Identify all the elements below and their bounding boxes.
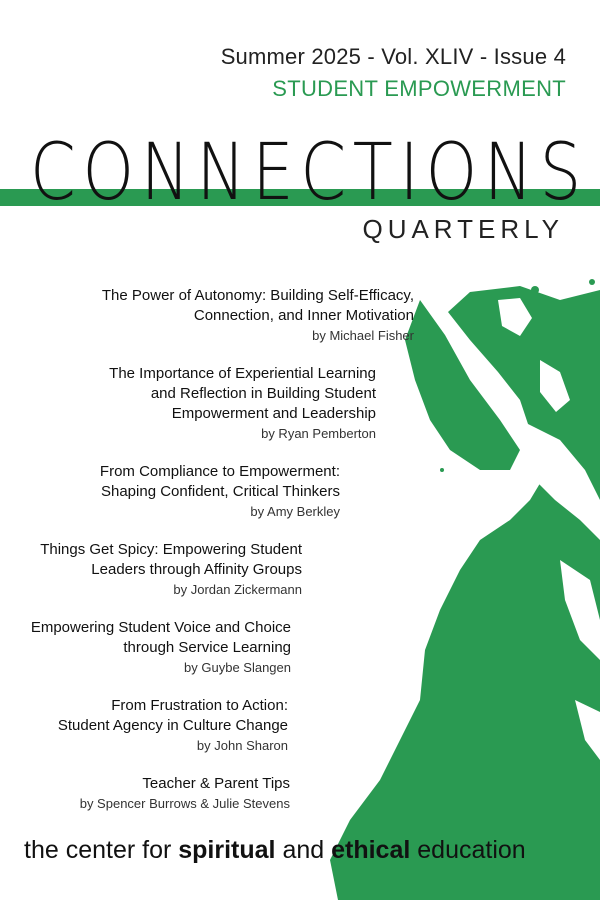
article-entry[interactable] <box>1 618 291 678</box>
article-entry[interactable] <box>2 540 302 600</box>
article-author: by Amy Berkley <box>250 504 340 519</box>
article-title-line: Shaping Confident, Critical Thinkers <box>100 483 340 500</box>
article-title-line: Leaders through Affinity Groups <box>91 561 302 578</box>
article-entry[interactable] <box>16 364 376 444</box>
masthead-title: CONNECTIONS <box>30 128 588 218</box>
article-entry[interactable] <box>10 774 290 814</box>
article-title-line: From Frustration to Action: <box>111 697 288 714</box>
article-title-line: Things Get Spicy: Empowering Student <box>40 541 302 558</box>
article-author: by Ryan Pemberton <box>261 426 376 441</box>
article-entry[interactable] <box>14 286 414 346</box>
article-title-line: Student Agency in Culture Change <box>57 717 288 734</box>
article-author: by Michael Fisher <box>312 328 414 343</box>
article-title-line: Empowerment and Leadership <box>171 405 376 422</box>
article-author: by John Sharon <box>196 738 288 753</box>
article-title-line: Connection, and Inner Motivation <box>193 307 414 324</box>
tagline-bold: ethical <box>331 836 411 864</box>
article-title-line: through Service Learning <box>123 639 291 656</box>
article-author: by Spencer Burrows & Julie Stevens <box>79 796 290 811</box>
article-title-line: Empowering Student Voice and Choice <box>30 619 291 636</box>
tagline-bold: spiritual <box>178 836 276 864</box>
issue-theme: STUDENT EMPOWERMENT <box>272 76 566 101</box>
tagline-part: education <box>410 836 526 864</box>
article-author: by Jordan Zickermann <box>173 582 302 597</box>
tagline-part: and <box>275 836 332 864</box>
article-entry[interactable] <box>10 462 340 522</box>
article-author: by Guybe Slangen <box>184 660 291 675</box>
masthead-subtitle: QUARTERLY <box>362 214 564 244</box>
article-entry[interactable] <box>8 696 288 756</box>
article-title-line: and Reflection in Building Student <box>150 385 376 402</box>
issue-date-volume: Summer 2025 - Vol. XLIV - Issue 4 <box>220 44 566 69</box>
article-title-line: The Importance of Experiential Learning <box>109 365 376 382</box>
publisher-tagline <box>24 836 526 865</box>
article-title-line: Teacher & Parent Tips <box>142 775 290 792</box>
tagline-part: the center for <box>24 836 179 864</box>
article-title-line: The Power of Autonomy: Building Self-Efficacy, <box>101 287 414 304</box>
article-title-line: From Compliance to Empowerment: <box>99 463 340 480</box>
